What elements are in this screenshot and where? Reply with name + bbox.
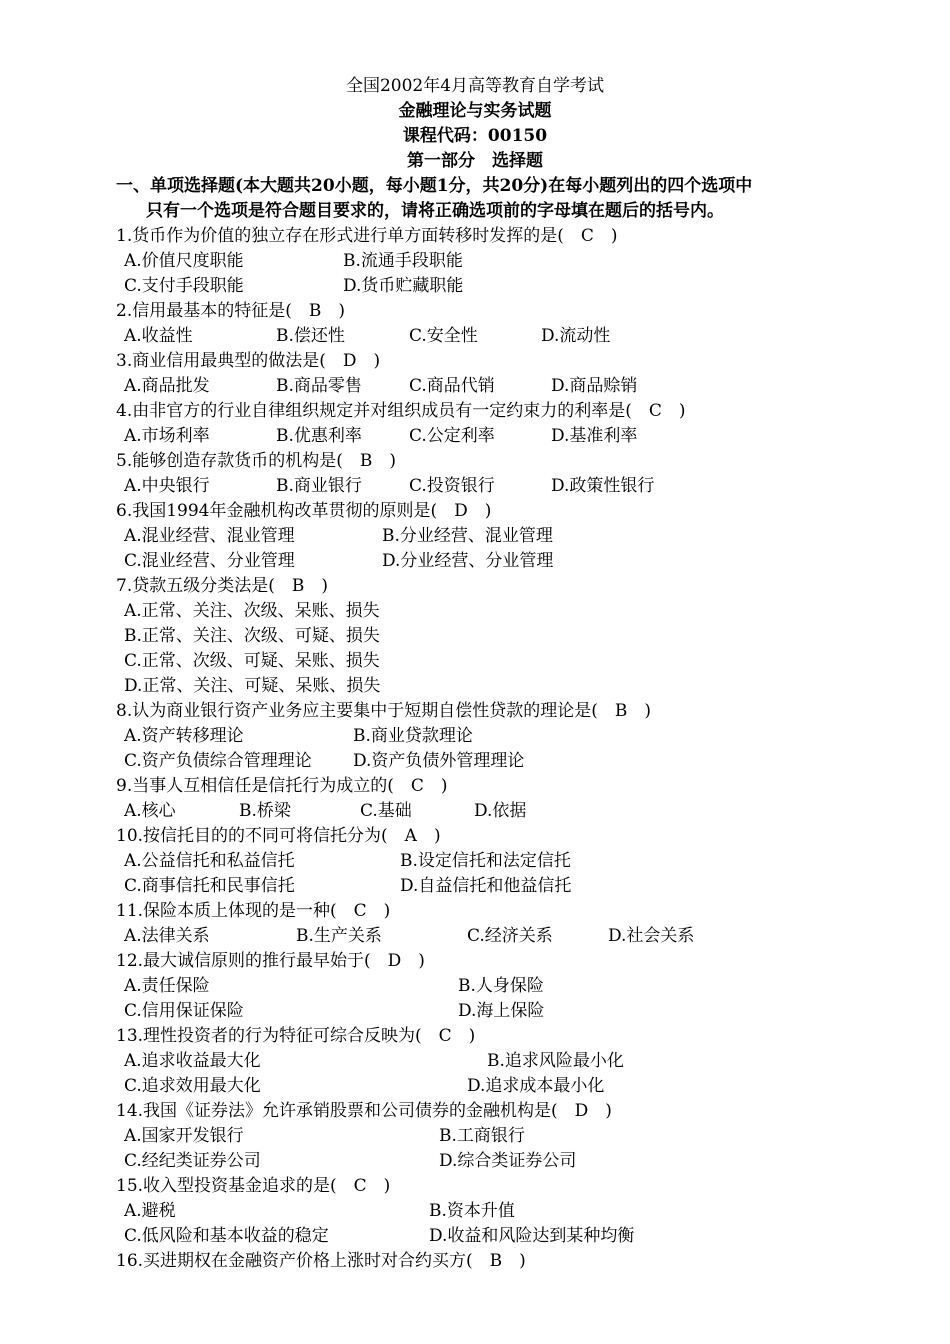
option-a: A.国家开发银行	[124, 1126, 244, 1146]
question-stem: 4.由非官方的行业自律组织规定并对组织成员有一定约束力的利率是( C )	[116, 401, 686, 421]
option-d: D.海上保险	[458, 1001, 545, 1021]
option-d: D.依据	[474, 801, 527, 821]
option-b: B.人身保险	[458, 976, 544, 996]
option-a: A.正常、关注、次级、呆账、损失	[124, 601, 380, 621]
option-a: A.商品批发	[124, 376, 210, 396]
option-b: B.正常、关注、次级、可疑、损失	[124, 626, 380, 646]
question-stem: 12.最大诚信原则的推行最早始于( D )	[116, 951, 425, 971]
option-d: D.自益信托和他益信托	[400, 876, 572, 896]
option-b: B.流通手段职能	[343, 251, 463, 271]
question-stem: 9.当事人互相信任是信托行为成立的( C )	[116, 776, 448, 796]
option-d: D.正常、关注、可疑、呆账、损失	[124, 676, 381, 696]
question-stem: 10.按信托目的的不同可将信托分为( A )	[116, 826, 441, 846]
option-c: C.公定利率	[409, 426, 495, 446]
section-instruction-line1: 一、单项选择题(本大题共20小题，每小题1分，共20分)在每小题列出的四个选项中	[116, 176, 753, 196]
option-b: B.资本升值	[429, 1201, 515, 1221]
option-b: B.商品零售	[276, 376, 362, 396]
option-c: C.低风险和基本收益的稳定	[124, 1226, 329, 1246]
option-c: C.经济关系	[467, 926, 553, 946]
option-b: B.商业银行	[276, 476, 362, 496]
option-d: D.社会关系	[608, 926, 695, 946]
option-c: C.混业经营、分业管理	[124, 551, 295, 571]
option-c: C.投资银行	[409, 476, 495, 496]
subject-title: 金融理论与实务试题	[398, 101, 552, 121]
option-a: A.核心	[124, 801, 176, 821]
option-d: D.政策性银行	[551, 476, 655, 496]
option-a: A.避税	[124, 1201, 176, 1221]
question-stem: 8.认为商业银行资产业务应主要集中于短期自偿性贷款的理论是( B )	[116, 701, 651, 721]
option-a: A.公益信托和私益信托	[124, 851, 295, 871]
option-d: D.分业经营、分业管理	[382, 551, 554, 571]
option-a: A.收益性	[124, 326, 193, 346]
option-d: D.货币贮藏职能	[343, 276, 464, 296]
question-stem: 16.买进期权在金融资产价格上涨时对合约买方( B )	[116, 1251, 526, 1271]
option-a: A.责任保险	[124, 976, 210, 996]
option-b: B.分业经营、混业管理	[382, 526, 553, 546]
option-d: D.综合类证券公司	[439, 1151, 577, 1171]
section-instruction-line2: 只有一个选项是符合题目要求的，请将正确选项前的字母填在题后的括号内。	[146, 201, 724, 221]
option-b: B.工商银行	[439, 1126, 525, 1146]
option-c: C.支付手段职能	[124, 276, 244, 296]
option-b: B.追求风险最小化	[487, 1051, 624, 1071]
option-c: C.信用保证保险	[124, 1001, 244, 1021]
question-stem: 14.我国《证券法》允许承销股票和公司债券的金融机构是( D )	[116, 1101, 612, 1121]
option-a: A.法律关系	[124, 926, 210, 946]
option-d: D.收益和风险达到某种均衡	[429, 1226, 635, 1246]
option-d: D.基准利率	[551, 426, 638, 446]
option-c: C.商事信托和民事信托	[124, 876, 295, 896]
option-b: B.生产关系	[296, 926, 382, 946]
course-code: 课程代码：00150	[402, 126, 548, 146]
option-d: D.追求成本最小化	[467, 1076, 605, 1096]
option-a: A.混业经营、混业管理	[124, 526, 295, 546]
option-b: B.桥梁	[239, 801, 291, 821]
option-c: C.基础	[360, 801, 412, 821]
option-d: D.商品赊销	[551, 376, 638, 396]
option-b: B.偿还性	[276, 326, 345, 346]
option-a: A.中央银行	[124, 476, 210, 496]
option-c: C.资产负债综合管理理论	[124, 751, 312, 771]
question-stem: 2.信用最基本的特征是( B )	[116, 301, 345, 321]
question-stem: 7.贷款五级分类法是( B )	[116, 576, 328, 596]
question-stem: 3.商业信用最典型的做法是( D )	[116, 351, 381, 371]
option-c: C.经纪类证券公司	[124, 1151, 261, 1171]
option-a: A.价值尺度职能	[124, 251, 244, 271]
option-c: C.商品代销	[409, 376, 495, 396]
option-b: B.优惠利率	[276, 426, 362, 446]
question-stem: 5.能够创造存款货币的机构是( B )	[116, 451, 396, 471]
option-a: A.资产转移理论	[124, 726, 244, 746]
option-a: A.追求收益最大化	[124, 1051, 261, 1071]
question-stem: 15.收入型投资基金追求的是( C )	[116, 1176, 391, 1196]
question-stem: 13.理性投资者的行为特征可综合反映为( C )	[116, 1026, 476, 1046]
option-b: B.设定信托和法定信托	[400, 851, 571, 871]
option-c: C.追求效用最大化	[124, 1076, 261, 1096]
option-c: C.正常、次级、可疑、呆账、损失	[124, 651, 380, 671]
option-d: D.流动性	[541, 326, 611, 346]
exam-title: 全国2002年4月高等教育自学考试	[345, 76, 605, 96]
question-stem: 11.保险本质上体现的是一种( C )	[116, 901, 391, 921]
option-c: C.安全性	[409, 326, 478, 346]
option-d: D.资产负债外管理理论	[353, 751, 525, 771]
option-a: A.市场利率	[124, 426, 210, 446]
question-stem: 1.货币作为价值的独立存在形式进行单方面转移时发挥的是( C )	[116, 226, 618, 246]
question-stem: 6.我国1994年金融机构改革贯彻的原则是( D )	[116, 501, 492, 521]
option-b: B.商业贷款理论	[353, 726, 473, 746]
part-title: 第一部分 选择题	[407, 151, 543, 171]
